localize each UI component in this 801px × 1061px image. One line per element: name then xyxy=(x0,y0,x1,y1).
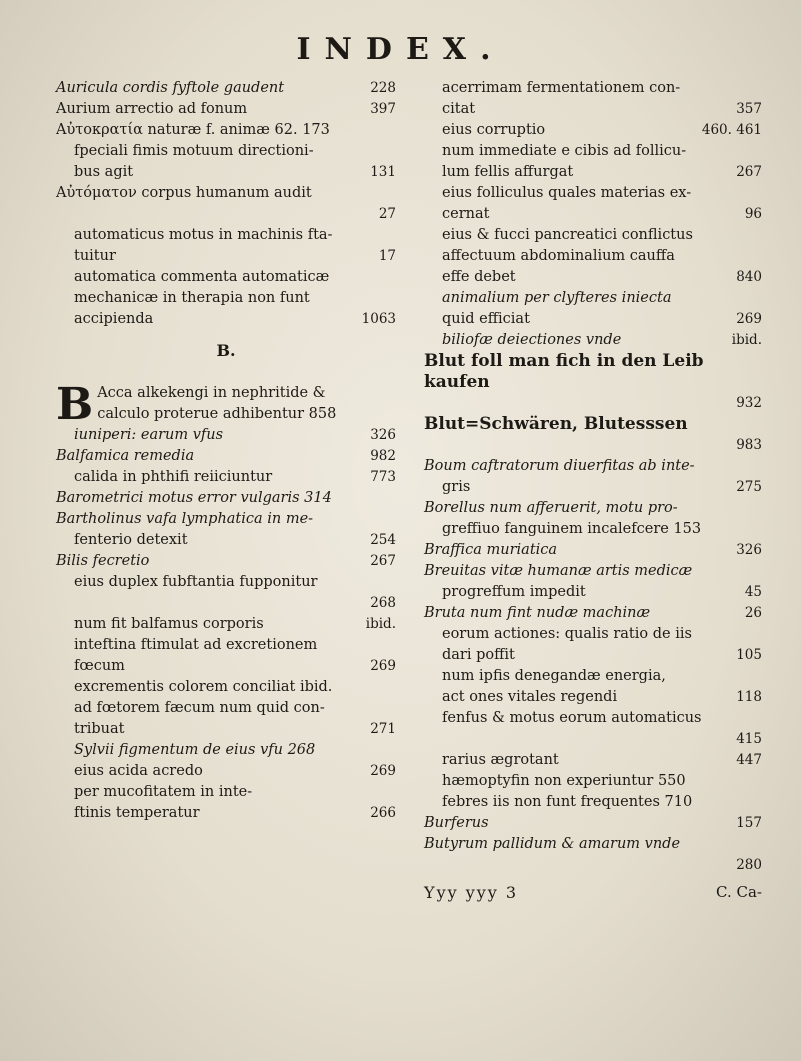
index-entry xyxy=(56,740,396,761)
index-entry xyxy=(56,183,396,204)
entry-text: Auricula cordis fyftole gaudent xyxy=(56,80,285,96)
entry-text: eius & fucci pancreatici conflictus xyxy=(442,227,693,243)
entry-text: quid efficiat xyxy=(442,311,530,327)
entry-text: effe debet xyxy=(442,269,516,285)
entry-text: Acca alkekengi in nephritide & calculo proterue adhibentur 858 xyxy=(97,385,337,422)
index-entry xyxy=(424,414,762,435)
entry-page-number: 415 xyxy=(736,731,762,747)
entry-text: affectuum abdominalium cauffa xyxy=(442,248,675,264)
index-entry xyxy=(424,477,762,498)
index-entry xyxy=(424,288,762,309)
entry-page-number: 271 xyxy=(370,721,396,737)
index-entry xyxy=(424,162,762,183)
entry-page-number: ibid. xyxy=(365,616,396,632)
entry-text: Blut foll man fich in den Leib kaufen xyxy=(424,351,704,392)
entry-text: excrementis colorem conciliat ibid. xyxy=(74,679,333,695)
entry-text: Bartholinus vafa lymphatica in me- xyxy=(56,511,314,527)
index-entry xyxy=(56,761,396,782)
entry-text: eius folliculus quales materias ex- xyxy=(442,185,692,201)
index-entry xyxy=(424,855,762,876)
entry-page-number: 326 xyxy=(736,542,762,558)
entry-text: acerrimam fermentationem con- xyxy=(442,80,681,96)
entry-page-number: 397 xyxy=(370,101,396,117)
index-entry xyxy=(56,782,396,803)
entry-text: ftinis temperatur xyxy=(74,805,200,821)
index-entry xyxy=(424,792,762,813)
index-entry xyxy=(424,750,762,771)
entry-text: tuitur xyxy=(74,248,116,264)
entries-group-a xyxy=(56,78,396,330)
entry-text xyxy=(56,593,360,614)
entry-page-number: 268 xyxy=(370,595,396,611)
entry-text: febres iis non funt frequentes 710 xyxy=(442,794,693,810)
entry-text: gris xyxy=(442,479,471,495)
entry-page-number: 254 xyxy=(370,532,396,548)
entries-group-right xyxy=(424,78,762,876)
right-column xyxy=(424,78,762,908)
entry-text: biliofæ deiectiones vnde xyxy=(442,332,622,348)
entry-text: Butyrum pallidum & amarum vnde xyxy=(424,836,681,852)
entry-text: rarius ægrotant xyxy=(442,752,559,768)
entry-page-number: 266 xyxy=(370,805,396,821)
entry-text: Αὐτοκρατία naturæ f. animæ 62. 173 xyxy=(56,122,330,138)
entry-page-number: 983 xyxy=(736,437,762,453)
entry-page-number: 105 xyxy=(736,647,762,663)
index-entry xyxy=(56,614,396,635)
entry-page-number: 131 xyxy=(370,164,396,180)
index-entry xyxy=(424,435,762,456)
entry-page-number: 267 xyxy=(370,553,396,569)
entry-page-number: 228 xyxy=(370,80,396,96)
entry-text: dari poffit xyxy=(442,647,515,663)
index-entry xyxy=(424,183,762,204)
index-entry xyxy=(56,719,396,740)
page-title: INDEX. xyxy=(296,32,505,67)
entry-text: Burferus xyxy=(424,815,489,831)
entry-text: hæmoptyfin non experiuntur 550 xyxy=(442,773,686,789)
index-entry xyxy=(424,834,762,855)
entry-page-number: 326 xyxy=(370,427,396,443)
index-entry xyxy=(56,99,396,120)
entry-page-number: 357 xyxy=(736,101,762,117)
entry-text: eius corruptio xyxy=(442,122,546,138)
index-entry xyxy=(424,267,762,288)
entry-text: eius acida acredo xyxy=(74,763,203,779)
index-entry xyxy=(56,379,396,430)
entry-text: num ipfis denegandæ energia, xyxy=(442,668,666,684)
index-entry xyxy=(56,78,396,99)
entry-text xyxy=(424,435,726,456)
entry-page-number: 157 xyxy=(736,815,762,831)
index-entry xyxy=(56,551,396,572)
index-entry xyxy=(56,446,396,467)
entry-text: Sylvii figmentum de eius vfu 268 xyxy=(74,742,316,758)
entry-text: fpeciali fimis motuum directioni- xyxy=(74,143,314,159)
entry-text: tribuat xyxy=(74,721,125,737)
entry-page-number: 1063 xyxy=(361,311,396,327)
index-entry xyxy=(424,687,762,708)
entry-text: fenterio detexit xyxy=(74,532,188,548)
index-entry xyxy=(56,204,396,225)
index-entry xyxy=(424,309,762,330)
index-entry xyxy=(424,498,762,519)
entry-text: Bilis fecretio xyxy=(56,553,150,569)
index-entry xyxy=(424,204,762,225)
entry-page-number: 447 xyxy=(736,752,762,768)
index-entry xyxy=(56,288,396,309)
entry-page-number: 460. 461 xyxy=(701,122,762,138)
entry-text: Blut=Schwären, Blutesssen xyxy=(424,414,688,434)
entry-text: accipienda xyxy=(74,311,154,327)
entry-text: num fit balfamus corporis xyxy=(74,616,264,632)
entry-page-number: 45 xyxy=(744,584,762,600)
entry-page-number: 932 xyxy=(736,395,762,411)
entry-page-number: 27 xyxy=(378,206,396,222)
entry-text: citat xyxy=(442,101,476,117)
index-entry xyxy=(56,309,396,330)
index-entry xyxy=(56,572,396,593)
index-entry xyxy=(56,509,396,530)
index-entry xyxy=(424,561,762,582)
entry-text: num immediate e cibis ad follicu- xyxy=(442,143,687,159)
index-entry xyxy=(424,351,762,393)
entry-text: progreffum impedit xyxy=(442,584,586,600)
entry-text: Barometrici motus error vulgaris 314 xyxy=(56,490,332,506)
entry-text: Breuitas vitæ humanæ artis medicæ xyxy=(424,563,693,579)
index-entry xyxy=(424,519,762,540)
index-entry xyxy=(424,813,762,834)
index-entry xyxy=(56,635,396,656)
entry-text: mechanicæ in therapia non funt xyxy=(74,290,310,306)
entry-text: cernat xyxy=(442,206,490,222)
index-entry xyxy=(424,330,762,351)
entry-text: fœcum xyxy=(74,658,125,674)
entry-page-number: 280 xyxy=(736,857,762,873)
index-entry xyxy=(424,624,762,645)
index-entry xyxy=(56,656,396,677)
entry-page-number: 275 xyxy=(736,479,762,495)
entry-text: act ones vitales regendi xyxy=(442,689,618,705)
index-entry xyxy=(424,666,762,687)
entry-page-number: 118 xyxy=(736,689,762,705)
entry-page-number: 269 xyxy=(370,658,396,674)
entry-text: Balfamica remedia xyxy=(56,448,195,464)
index-entry xyxy=(424,141,762,162)
entry-page-number: ibid. xyxy=(731,332,762,348)
entry-text: Aurium arrectio ad fonum xyxy=(56,101,248,117)
entry-text: iuniperi: earum vfus xyxy=(74,427,224,443)
index-entry xyxy=(56,162,396,183)
entry-text: calida in phthifi reiiciuntur xyxy=(74,469,273,485)
index-entry xyxy=(424,225,762,246)
index-entry xyxy=(424,393,762,414)
entry-page-number: 26 xyxy=(744,605,762,621)
index-entry xyxy=(424,771,762,792)
index-entry xyxy=(56,246,396,267)
index-entry xyxy=(56,530,396,551)
entry-text xyxy=(424,393,726,414)
entry-text xyxy=(56,204,360,225)
index-entry xyxy=(56,803,396,824)
index-entry xyxy=(424,540,762,561)
entry-text: lum fellis affurgat xyxy=(442,164,574,180)
index-entry xyxy=(424,120,762,141)
index-entry xyxy=(56,677,396,698)
entry-text: Bruta num fint nudæ machinæ xyxy=(424,605,651,621)
index-entry xyxy=(56,267,396,288)
index-entry xyxy=(424,603,762,624)
entry-text: eius duplex fubftantia fupponitur xyxy=(74,574,318,590)
entry-page-number: 267 xyxy=(736,164,762,180)
entry-text: inteftina ftimulat ad excretionem xyxy=(74,637,318,653)
entry-page-number: 269 xyxy=(370,763,396,779)
entry-text: animalium per clyfteres iniecta xyxy=(442,290,672,306)
index-entry xyxy=(424,729,762,750)
index-entry xyxy=(56,141,396,162)
entry-page-number: 96 xyxy=(744,206,762,222)
entry-text: per mucofitatem in inte- xyxy=(74,784,253,800)
index-entry xyxy=(56,698,396,719)
index-entry xyxy=(56,425,396,446)
entry-text: automaticus motus in machinis fta- xyxy=(74,227,333,243)
index-entry xyxy=(56,488,396,509)
entry-text: Borellus num afferuerit, motu pro- xyxy=(424,500,678,516)
entry-text: fenfus & motus eorum automaticus xyxy=(442,710,702,726)
entry-page-number: 773 xyxy=(370,469,396,485)
entry-text: Braffica muriatica xyxy=(424,542,558,558)
entries-group-b xyxy=(56,379,396,824)
entry-text xyxy=(424,855,726,876)
entry-text: ad fœtorem fæcum num quid con- xyxy=(74,700,325,716)
index-entry xyxy=(56,120,396,141)
entry-text: Boum caftratorum diuerfitas ab inte- xyxy=(424,458,695,474)
index-entry xyxy=(424,582,762,603)
entry-text: Αὐτόματον corpus humanum audit xyxy=(56,185,312,201)
page-footer xyxy=(424,882,762,908)
entry-text: eorum actiones: qualis ratio de iis xyxy=(442,626,692,642)
index-entry xyxy=(56,467,396,488)
index-entry xyxy=(56,593,396,614)
entry-page-number: 840 xyxy=(736,269,762,285)
entry-page-number: 17 xyxy=(378,248,396,264)
signature-mark: Yyy yyy 3 xyxy=(424,883,519,902)
index-entry xyxy=(56,225,396,246)
left-column xyxy=(56,78,396,824)
index-entry xyxy=(424,456,762,477)
catchword: C. Ca- xyxy=(716,883,762,901)
entry-text: bus agit xyxy=(74,164,134,180)
drop-cap: B xyxy=(56,379,94,430)
entry-page-number: 269 xyxy=(736,311,762,327)
entry-page-number: 982 xyxy=(370,448,396,464)
index-entry xyxy=(424,645,762,666)
index-entry xyxy=(424,708,762,729)
entry-text: automatica commenta automaticæ xyxy=(74,269,330,285)
index-entry xyxy=(424,99,762,120)
index-entry xyxy=(424,246,762,267)
entry-text: greffiuo fanguinem incalefcere 153 xyxy=(442,521,702,537)
entry-text xyxy=(424,729,726,750)
index-entry xyxy=(424,78,762,99)
letter-heading: B. xyxy=(216,341,236,360)
